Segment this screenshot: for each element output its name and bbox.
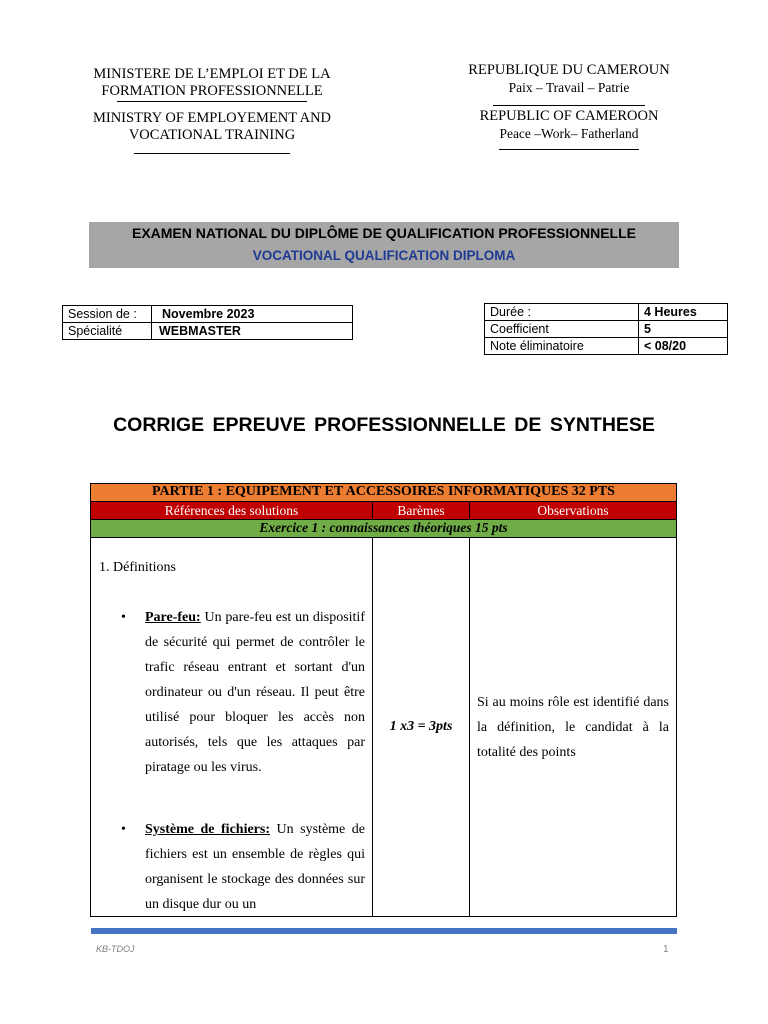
ministry-en-line2: VOCATIONAL TRAINING bbox=[128, 127, 296, 143]
duration-value: 4 Heures bbox=[639, 304, 728, 321]
definitions-title: 1. Définitions bbox=[99, 560, 176, 575]
definition-text: Un système de fichiers est un ensemble de règles qui organisent le stockage des données sur un disque dur ou un bbox=[145, 822, 365, 912]
session-label: Session de : bbox=[63, 306, 152, 323]
duration-table bbox=[484, 303, 728, 355]
diploma-title: VOCATIONAL QUALIFICATION DIPLOMA bbox=[252, 248, 516, 263]
coefficient-label: Coefficient bbox=[485, 321, 639, 338]
exam-banner bbox=[89, 222, 679, 268]
bullet-icon: • bbox=[121, 822, 126, 837]
part-title: PARTIE 1 : EQUIPEMENT ET ACCESSOIRES INFORMATIQUES 32 PTS bbox=[90, 483, 677, 501]
divider bbox=[117, 101, 307, 102]
motto-fr: Paix – Travail – Patrie bbox=[508, 80, 630, 95]
footer-code: KB-TDOJ bbox=[96, 944, 135, 954]
observation-text: Si au moins rôle est identifié dans la définition, le candidat à la totalité des points bbox=[477, 694, 669, 760]
definition-item bbox=[121, 605, 365, 780]
bullet-icon: • bbox=[121, 610, 126, 625]
definition-text: Un pare-feu est un dispositif de sécurité qui permet de contrôler le trafic réseau entrant et sortant d'un ordinateur ou d'un réseau. Il peut être utilisé pour bloquer les accès non autorisés, tels que les attaques par piratage ou les virus. bbox=[145, 610, 365, 775]
coefficient-value: 5 bbox=[639, 321, 728, 338]
note-label: Note éliminatoire bbox=[485, 338, 639, 355]
ministry-header bbox=[80, 66, 344, 154]
republic-header bbox=[444, 62, 694, 150]
solutions-cell bbox=[91, 538, 373, 916]
ministry-fr-line1: MINISTERE DE L’EMPLOI ET DE LA bbox=[93, 66, 331, 82]
duration-label: Durée : bbox=[485, 304, 639, 321]
exercise-title: Exercice 1 : connaissances théoriques 15 pts bbox=[90, 519, 677, 537]
divider bbox=[493, 105, 645, 106]
session-table bbox=[62, 305, 353, 340]
header-refs: Références des solutions bbox=[91, 502, 373, 519]
exam-title: EXAMEN NATIONAL DU DIPLÔME DE QUALIFICATION PROFESSIONNELLE bbox=[131, 225, 636, 241]
answer-row bbox=[90, 537, 677, 917]
speciality-value: WEBMASTER bbox=[152, 323, 353, 340]
divider bbox=[499, 149, 639, 150]
column-headers bbox=[90, 501, 677, 519]
motto-en: Peace –Work– Fatherland bbox=[499, 126, 639, 141]
observation-cell bbox=[470, 538, 676, 916]
page-number: 1 bbox=[663, 944, 669, 955]
divider bbox=[134, 153, 290, 154]
definition-term: Système de fichiers: bbox=[145, 822, 271, 837]
bareme-cell: 1 x3 = 3pts bbox=[373, 538, 470, 916]
document-title: CORRIGE EPREUVE PROFESSIONNELLE DE SYNTHESE bbox=[113, 414, 655, 436]
answer-grid bbox=[90, 483, 677, 917]
ministry-en-line1: MINISTRY OF EMPLOYEMENT AND bbox=[92, 110, 332, 126]
republic-fr: REPUBLIQUE DU CAMEROUN bbox=[468, 62, 670, 78]
session-value: Novembre 2023 bbox=[152, 306, 353, 323]
definition-term: Pare-feu: bbox=[145, 610, 201, 625]
footer-divider bbox=[91, 928, 677, 934]
definition-item bbox=[121, 817, 365, 917]
header-observations: Observations bbox=[537, 503, 609, 518]
republic-en: REPUBLIC OF CAMEROON bbox=[479, 108, 659, 124]
speciality-label: Spécialité bbox=[63, 323, 152, 340]
header-bareme: Barèmes bbox=[373, 502, 470, 519]
ministry-fr-line2: FORMATION PROFESSIONNELLE bbox=[101, 83, 323, 99]
note-value: < 08/20 bbox=[639, 338, 728, 355]
